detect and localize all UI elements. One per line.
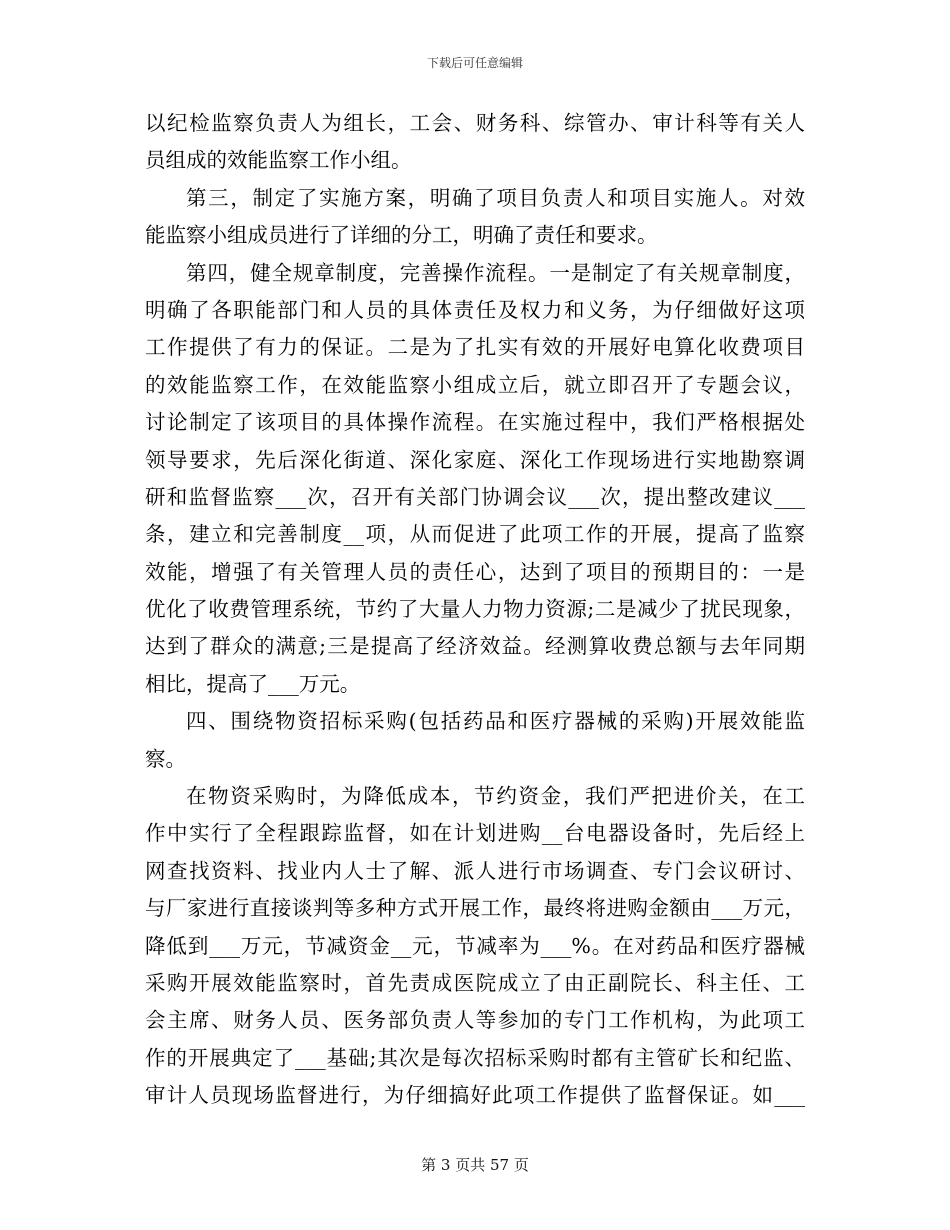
text-line: 能监察小组成员进行了详细的分工，明确了责任和要求。 (145, 223, 658, 248)
text-line: 作中实行了全程跟踪监督，如在计划进购__台电器设备时，先后经上 (145, 821, 805, 846)
section-heading: 四、围绕物资招标采购(包括药品和医疗器械的采购)开展效能监 (186, 709, 805, 734)
text-line: 领导要求，先后深化街道、深化家庭、深化工作现场进行实地勘察调 (145, 447, 805, 472)
text-line: 优化了收费管理系统，节约了大量人力物力资源;二是减少了扰民现象， (145, 597, 805, 622)
text-line: 讨论制定了该项目的具体操作流程。在实施过程中，我们严格根据处 (145, 410, 805, 435)
text-line: 员组成的效能监察工作小组。 (145, 148, 412, 173)
text-line: 作的开展典定了___基础;其次是每次招标采购时都有主管矿长和纪监、 (145, 1045, 805, 1070)
text-line: 降低到___万元，节减资金__元，节减率为___%。在对药品和医疗器械 (145, 933, 805, 958)
document-body (145, 105, 805, 1115)
text-line: 第三，制定了实施方案，明确了项目负责人和项目实施人。对效 (186, 185, 805, 210)
text-line: 以纪检监察负责人为组长，工会、财务科、综管办、审计科等有关人 (145, 111, 805, 135)
text-line: 相比，提高了___万元。 (145, 671, 361, 696)
text-line: 工作提供了有力的保证。二是为了扎实有效的开展好电算化收费项目 (145, 335, 805, 360)
text-line: 明确了各职能部门和人员的具体责任及权力和义务，为仔细做好这项 (145, 297, 805, 322)
text-line: 网查找资料、找业内人士了解、派人进行市场调查、专门会议研讨、 (145, 858, 805, 883)
section-heading: 察。 (145, 746, 186, 771)
text-line: 第四，健全规章制度，完善操作流程。一是制定了有关规章制度， (186, 260, 805, 285)
text-line: 审计人员现场监督进行，为仔细搞好此项工作提供了监督保证。如___ (145, 1083, 805, 1108)
text-line: 达到了群众的满意;三是提高了经济效益。经测算收费总额与去年同期 (145, 634, 805, 659)
text-line: 的效能监察工作，在效能监察小组成立后，就立即召开了专题会议， (145, 372, 805, 397)
text-line: 与厂家进行直接谈判等多种方式开展工作，最终将进购金额由___万元， (145, 896, 805, 921)
text-line: 在物资采购时，为降低成本，节约资金，我们严把进价关，在工 (186, 784, 805, 809)
text-line: 条，建立和完善制度__项，从而促进了此项工作的开展，提高了监察 (145, 522, 805, 547)
text-line: 采购开展效能监察时，首先责成医院成立了由正副院长、科主任、工 (145, 970, 805, 995)
text-line: 研和监督监察___次，召开有关部门协调会议___次，提出整改建议___ (145, 484, 805, 509)
page-header: 下载后可任意编辑 (426, 56, 523, 70)
text-line: 会主席、财务人员、医务部负责人等参加的专门工作机构，为此项工 (145, 1008, 805, 1033)
text-line: 效能，增强了有关管理人员的责任心，达到了项目的预期目的：一是 (145, 559, 805, 584)
page-footer: 第 3 页共 57 页 (421, 1156, 529, 1174)
